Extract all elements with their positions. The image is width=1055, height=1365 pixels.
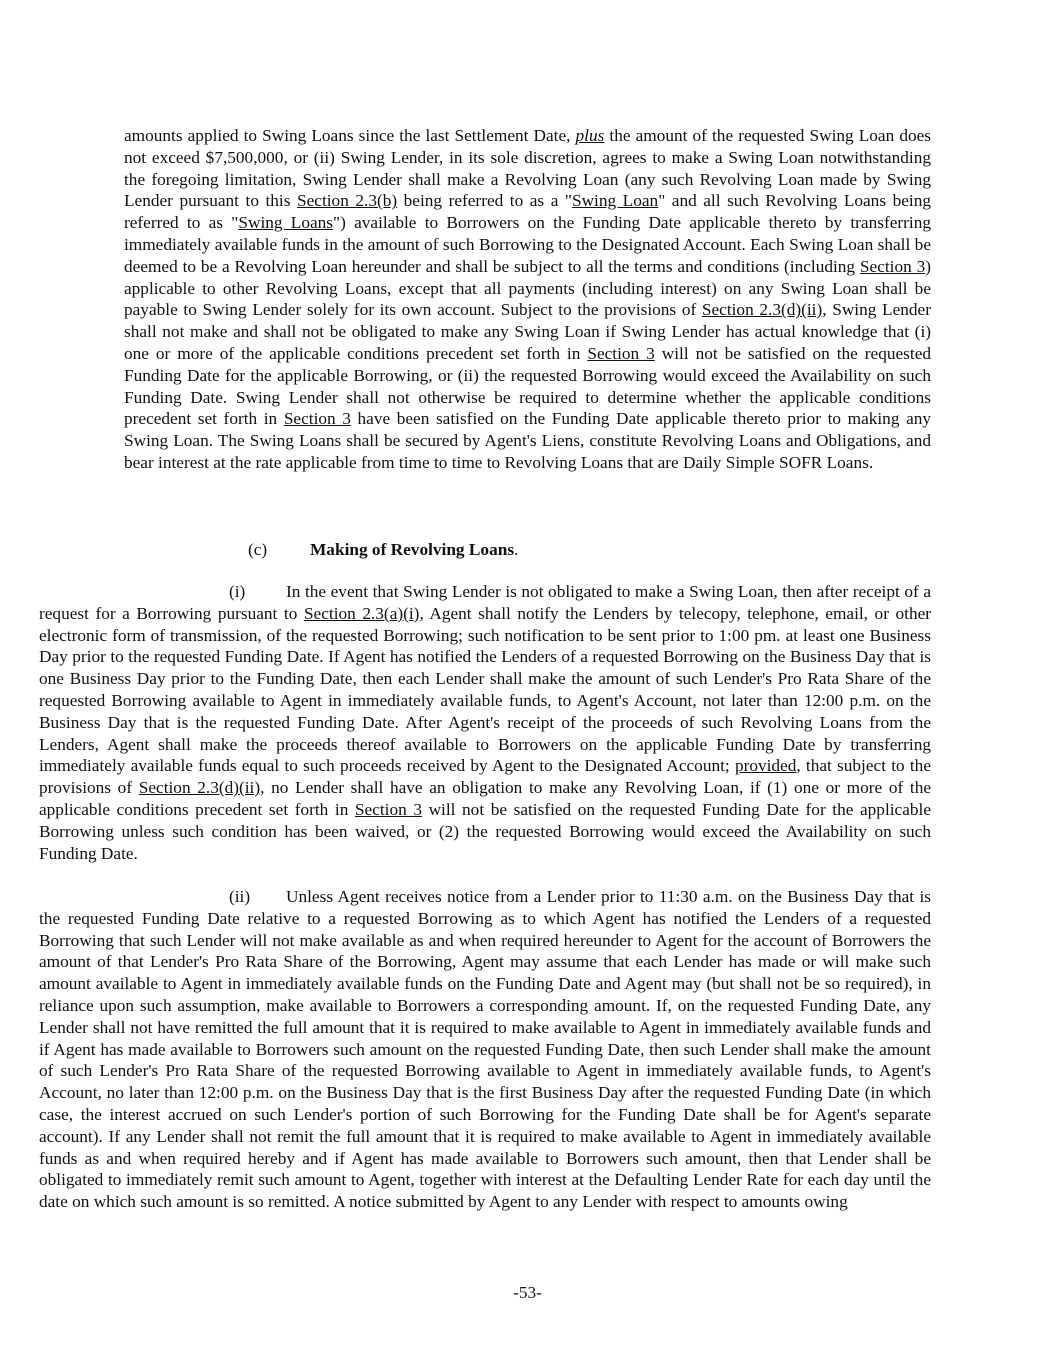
section-reference: Section 3: [354, 799, 422, 819]
paragraph-swing-loan-continuation: [124, 125, 931, 474]
text-run: .: [514, 540, 519, 559]
text-run: will not be satisfied on the requested Funding Date for the applicable Borrowing, or (ii) the requested Borrowing would exceed the Availability on such Funding Date. Swing Lender shall not otherwise be required to determine whether the applicable conditions precedent set forth in: [124, 343, 932, 429]
section-label: (c): [248, 540, 268, 559]
subsection-label: (ii): [229, 887, 251, 906]
section-reference: Section 2.3(a)(i): [303, 603, 420, 623]
emphasis-plus: plus: [575, 126, 605, 145]
text-run: amounts applied to Swing Loans since the last Settlement Date,: [124, 126, 576, 145]
section-reference: Section 3: [859, 256, 926, 276]
section-heading-c: [124, 539, 931, 561]
subsection-label: (i): [229, 582, 246, 601]
paragraph-c-ii: [39, 886, 931, 1213]
text-run: , no Lender shall have an obligation to make any Revolving Loan, if (1) one or more of the applicable conditions precedent set forth in: [39, 778, 932, 819]
text-run: Unless Agent receives notice from a Lender prior to 11:30 a.m. on the Business Day that is the requested Funding Date relative to a requested Borrowing as to which Agent has notified the Lenders of a requested Borrowing that such Lender will not make available as and when required hereunder to Agent for the account of Borrowers the amount of that Lender's Pro Rata Share of the Borrowing, Agent may assume that each Lender has made or will make such amount available to Agent in immediately available funds on the Funding Date and Agent may (but shall not be so required), in reliance upon such assumption, make available to Borrowers a corresponding amount. If, on the requested Funding Date, any Lender shall not have remitted the full amount that it is required to make available to Agent in immediately available funds and if Agent has made available to Borrowers such amount on the requested Funding Date, then such Lender shall make the amount of such Lender's Pro Rata Share of the requested Borrowing available to Agent in immediately available funds, to Agent's Account, no later than 12:00 p.m. on the Business Day that is the first Business Day after the requested Funding Date (in which case, the interest accrued on such Lender's portion of such Borrowing for the Funding Date shall be for Agent's separate account). If any Lender shall not remit the full amount that it is required to make available to Agent in immediately available funds as and when required hereby and if Agent has made available to Borrowers such amount, then that Lender shall be obligated to immediately remit such amount to Agent, together with interest at the Defaulting Lender Rate for each day until the date on which such amount is so remitted. A notice submitted by Agent to any Lender with respect to amounts owing: [39, 887, 931, 1212]
text-run: being referred to as a ": [397, 191, 572, 211]
text-run: , that subject to the provisions of: [39, 756, 931, 798]
section-reference: Section 3: [587, 343, 655, 363]
defined-term: Swing Loans: [238, 213, 334, 233]
text-run: , Agent shall notify the Lenders by telecopy, telephone, email, or other electronic form of transmission, of the requested Borrowing; such notification to be sent prior to 1:00 pm. at least one Business Day prior to the requested Funding Date. If Agent has notified the Lenders of a requested Borrowing on the Business Day that is one Business Day prior to the Funding Date, then each Lender shall make the amount of such Lender's Pro Rata Share of the requested Borrowing available to Agent in immediately available funds, to Agent's Account, not later than 12:00 p.m. on the Business Day that is the requested Funding Date. After Agent's receipt of the proceeds of such Revolving Loans from the Lenders, Agent shall make the proceeds thereof available to Borrowers on the applicable Funding Date by transferring immediately available funds equal to such proceeds received by Agent to the Designated Account;: [39, 603, 932, 776]
text-run: , Swing Lender shall not make and shall not be obligated to make any Swing Loan if Swing Lender has actual knowledge that (i) one or more of the applicable conditions precedent set forth in: [124, 300, 931, 363]
section-reference: Section 2.3(d)(ii): [138, 778, 261, 798]
paragraph-c-i: [39, 581, 931, 864]
text-run: ) applicable to other Revolving Loans, except that all payments (including interest) on any Swing Loan shall be payable to Swing Lender solely for its own account. Subject to the provisions of: [124, 256, 932, 320]
section-reference: Section 2.3(b): [297, 191, 398, 211]
defined-term: Swing Loan: [571, 191, 659, 211]
text-run: " and all such Revolving Loans being referred to as ": [124, 191, 931, 233]
defined-term: provided: [734, 756, 797, 776]
page-number: -53-: [513, 1283, 542, 1302]
text-run: the amount of the requested Swing Loan does not exceed $7,500,000, or (ii) Swing Lender, in its sole discretion, agrees to make a Swing Loan notwithstanding the foregoing limitation, Swing Lender shall make a Revolving Loan (any such Revolving Loan made by Swing Lender pursuant to this: [124, 126, 931, 211]
section-reference: Section 2.3(d)(ii): [701, 300, 823, 320]
section-reference: Section 3: [283, 409, 351, 429]
text-run: In the event that Swing Lender is not obligated to make a Swing Loan, then after receipt of a request for a Borrowing pursuant to: [39, 582, 931, 623]
text-run: will not be satisfied on the requested Funding Date for the applicable Borrowing unless such condition has been waived, or (2) the requested Borrowing would exceed the Availability on such Funding Date.: [39, 799, 931, 863]
section-title: Making of Revolving Loans: [310, 540, 515, 559]
text-run: have been satisfied on the Funding Date applicable thereto prior to making any Swing Loan. The Swing Loans shall be secured by Agent's Liens, constitute Revolving Loans and Obligations, and bear interest at the rate applicable from time to time to Revolving Loans that are Daily Simple SOFR Loans.: [124, 409, 932, 472]
text-run: ") available to Borrowers on the Funding Date applicable thereto by transferring immediately available funds in the amount of such Borrowing to the Designated Account. Each Swing Loan shall be deemed to be a Revolving Loan hereunder and shall be subject to all the terms and conditions (including: [124, 213, 931, 276]
